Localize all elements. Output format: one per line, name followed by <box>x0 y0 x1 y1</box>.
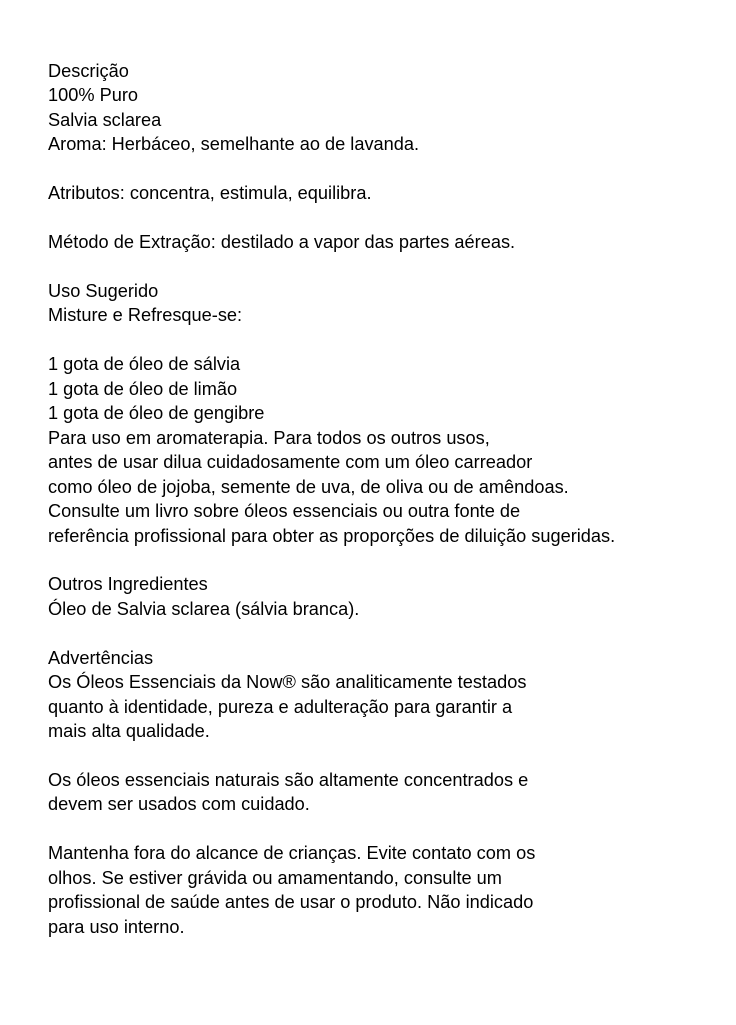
warning-line: olhos. Se estiver grávida ou amamentando, consulte um <box>48 867 502 888</box>
warning-line: profissional de saúde antes de usar o produto. Não indicado <box>48 892 534 913</box>
attributes-text: Atributos: concentra, estimula, equilibra. <box>48 183 372 204</box>
other-ingredients-heading: Outros Ingredientes <box>48 574 208 595</box>
species-text: Salvia sclarea <box>48 109 162 130</box>
purity-text: 100% Puro <box>48 85 138 106</box>
suggested-use-heading: Uso Sugerido <box>48 281 159 302</box>
instruction-line: Para uso em aromaterapia. Para todos os outros usos, <box>48 427 490 448</box>
spacer <box>48 548 728 572</box>
suggested-use-intro: Misture e Refresque-se: <box>48 305 243 326</box>
spacer <box>48 621 728 645</box>
aroma-text: Aroma: Herbáceo, semelhante ao de lavanda. <box>48 134 420 155</box>
blend-item: 1 gota de óleo de gengibre <box>48 403 265 424</box>
spacer <box>48 206 728 230</box>
warning-line: devem ser usados com cuidado. <box>48 794 310 815</box>
warning-line: para uso interno. <box>48 916 185 937</box>
warning-line: Os óleos essenciais naturais são altamente concentrados e <box>48 770 529 791</box>
spacer <box>48 817 728 841</box>
warning-line: mais alta qualidade. <box>48 721 210 742</box>
instruction-line: antes de usar dilua cuidadosamente com um óleo carreador <box>48 452 533 473</box>
spacer <box>48 744 728 768</box>
warning-line: quanto à identidade, pureza e adulteração para garantir a <box>48 696 513 717</box>
blend-item: 1 gota de óleo de sálvia <box>48 354 241 375</box>
blend-item: 1 gota de óleo de limão <box>48 378 238 399</box>
warnings-heading: Advertências <box>48 647 154 668</box>
instruction-line: Consulte um livro sobre óleos essenciais ou outra fonte de <box>48 501 521 522</box>
product-description-document <box>48 59 728 939</box>
spacer <box>48 255 728 279</box>
warning-line: Mantenha fora do alcance de crianças. Evite contato com os <box>48 843 536 864</box>
description-heading: Descrição <box>48 61 129 81</box>
instruction-line: referência profissional para obter as proporções de diluição sugeridas. <box>48 525 616 546</box>
warning-line: Os Óleos Essenciais da Now® são analiticamente testados <box>48 672 527 693</box>
other-ingredients-text: Óleo de Salvia sclarea (sálvia branca). <box>48 598 360 619</box>
instruction-line: como óleo de jojoba, semente de uva, de oliva ou de amêndoas. <box>48 476 569 497</box>
spacer <box>48 157 728 181</box>
spacer <box>48 328 728 352</box>
extraction-method-text: Método de Extração: destilado a vapor das partes aéreas. <box>48 232 516 253</box>
